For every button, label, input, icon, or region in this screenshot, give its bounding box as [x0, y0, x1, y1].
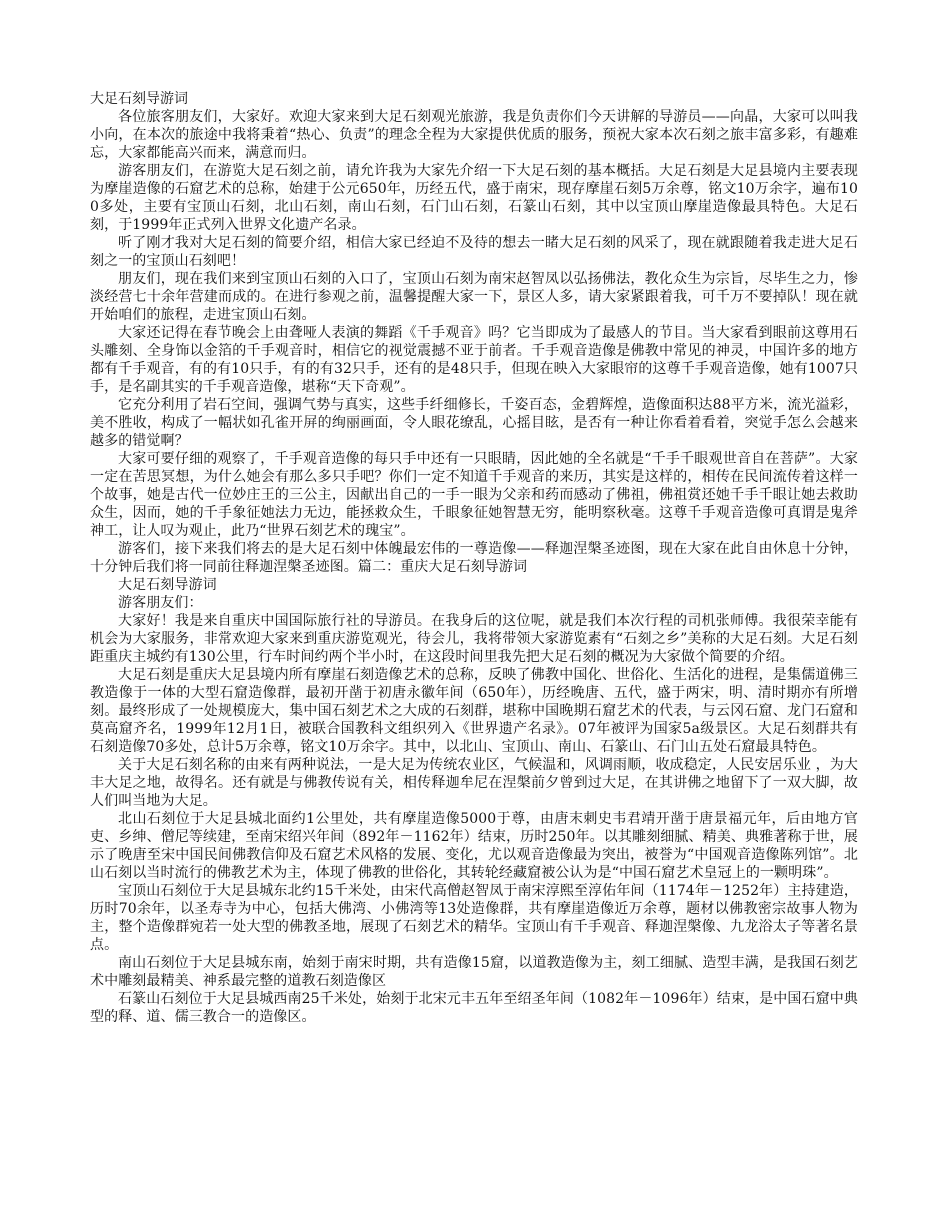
paragraph-beishan: 北山石刻位于大足县城北面约1公里处，共有摩崖造像5000于尊，由唐末刺史韦君靖开凿于唐景福元年，后由地方官吏、乡绅、僧尼等续建，至南宋绍兴年间（892年－1162年）结束，历时250年。以其雕刻细腻、精美、典雅著称于世，展示了晚唐至宋中国民间佛教信仰及石窟艺术风格的发展、变化，尤以观音造像最为突出，被誉为“中国观音造像陈列馆”。北山石刻以当时流行的佛教艺术为主，体现了佛教的世俗化，其转轮经藏窟被公认为是“中国石窟艺术皇冠上的一颗明珠”。 [90, 811, 858, 881]
document-title: 大足石刻导游词 [90, 91, 188, 107]
paragraph-shizhuanshan: 石篆山石刻位于大足县城西南25千米处，始刻于北宋元丰五年至绍圣年间（1082年－1096年）结束，是中国石窟中典型的释、道、儒三教合一的造像区。 [90, 991, 858, 1025]
paragraph-baoding-entrance: 朋友们，现在我们来到宝顶山石刻的入口了，宝顶山石刻为南宋赵智凤以弘扬佛法，教化众生为宗旨，尽毕生之力，惨淡经营七十余年营建而成的。在进行参观之前，温馨提醒大家一下，景区人多，请大家紧跟着我，可千万不要掉队！现在就开始咱们的旅程，走进宝顶山石刻。 [90, 271, 858, 323]
paragraph-qianshou-guanyin: 大家还记得在春节晚会上由聋哑人表演的舞蹈《千手观音》吗？它当即成为了最感人的节目。当大家看到眼前这尊用石头雕刻、全身饰以金箔的千手观音时，相信它的视觉震撼不亚于前者。千手观音造像是佛教中常见的神灵，中国许多的地方都有千手观音，有的有10只手，有的有32只手，还有的是48只手，但现在映入大家眼帘的这尊千手观音造像，她有1007只手，是名副其实的千手观音造像，堪称“天下奇观”。 [90, 325, 858, 395]
paragraph-overview: 游客朋友们，在游览大足石刻之前，请允许我为大家先介绍一下大足石刻的基本概括。大足石刻是大足县境内主要表现为摩崖造像的石窟艺术的总称，始建于公元650年，历经五代，盛于南宋，现存摩崖石刻5万余尊，铭文10万余字，遍布100多处，主要有宝顶山石刻，北山石刻，南山石刻，石门山石刻，石篆山石刻，其中以宝顶山摩崖造像最具特色。大足石刻，于1999年正式列入世界文化遗产名录。 [90, 163, 858, 233]
paragraph-rock-space: 它充分利用了岩石空间，强调气势与真实，这些手纤细修长，千姿百态，金碧辉煌，造像面积达88平方米，流光溢彩，美不胜收，构成了一幅状如孔雀开屏的绚丽画面，令人眼花缭乱，心摇目眩，是否有一种让你看着看着，突觉手怎么会越来越多的错觉啊？ [90, 397, 858, 449]
document-page [90, 90, 858, 1026]
paragraph-nanshan: 南山石刻位于大足县城东南，始刻于南宋时期，共有造像15窟，以道教造像为主，刻工细腻、造型丰满，是我国石刻艺术中雕刻最精美、神系最完整的道教石刻造像区 [90, 955, 858, 989]
section-two-greeting: 游客朋友们： [118, 595, 203, 611]
paragraph-intro-guide: 大家好！我是来自重庆中国国际旅行社的导游员。在我身后的这位呢，就是我们本次行程的司机张师傅。我很荣幸能有机会为大家服务，非常欢迎大家来到重庆游览观光，待会儿，我将带领大家游览素有“石刻之乡”美称的大足石刻。大足石刻距重庆主城约有130公里，行车时间约两个半小时，在这段时间里我先把大足石刻的概况为大家做个简要的介绍。 [90, 613, 858, 665]
paragraph-transition: 听了刚才我对大足石刻的简要介绍，相信大家已经迫不及待的想去一睹大足石刻的风采了，现在就跟随着我走进大足石刻之一的宝顶山石刻吧！ [90, 235, 858, 269]
paragraph-general-summary: 大足石刻是重庆大足县境内所有摩崖石刻造像艺术的总称，反映了佛教中国化、世俗化、生活化的进程，是集儒道佛三教造像于一体的大型石窟造像群，最初开凿于初唐永徽年间（650年），历经晚唐、五代，盛于两宋，明、清时期亦有所增刻。最终形成了一处规模庞大，集中国石刻艺术之大成的石刻群，堪称中国晚期石窟艺术的代表，与云冈石窟、龙门石窟和莫高窟齐名，1999年12月1日，被联合国教科文组织列入《世界遗产名录》。07年被评为国家5a级景区。大足石刻群共有石刻造像70多处，总计5万余尊，铭文10万余字。其中，以北山、宝顶山、南山、石篆山、石门山五处石窟最具特色。 [90, 667, 858, 755]
paragraph-eyes-legend: 大家可要仔细的观察了，千手观音造像的每只手中还有一只眼睛，因此她的全名就是“千手千眼观世音自在菩萨”。大家一定在苦思冥想，为什么她会有那么多只手吧？你们一定不知道千手观音的来历，其实是这样的，相传在民间流传着这样一个故事，她是古代一位妙庄王的三公主，因献出自己的一手一眼为父亲和药而感动了佛祖，佛祖赏还她千手千眼让她去救助众生，因而，她的千手象征她法力无边，能拯救众生，千眼象征她智慧无穷，能明察秋毫。这尊千手观音造像可真谓是鬼斧神工，让人叹为观止，此乃“世界石刻艺术的瑰宝”。 [90, 451, 858, 539]
paragraph-baodingshan: 宝顶山石刻位于大足县城东北约15千米处，由宋代高僧赵智凤于南宋淳熙至淳佑年间（1174年－1252年）主持建造，历时70余年，以圣寿寺为中心，包括大佛湾、小佛湾等13处造像群，共有摩崖造像近万余尊，题材以佛教密宗故事人物为主，整个造像群宛若一处大型的佛教圣地，展现了石刻艺术的精华。宝顶山有千手观音、释迦涅槃像、九龙浴太子等著名景点。 [90, 883, 858, 953]
paragraph-name-origin: 关于大足石刻名称的由来有两种说法，一是大足为传统农业区，气候温和，风调雨顺，收成稳定，人民安居乐业 ，为大丰大足之地，故得名。还有就是与佛教传说有关，相传释迦牟尼在涅槃前夕曾到过大足，在其讲佛之地留下了一双大脚，故人们叫当地为大足。 [90, 757, 858, 809]
paragraph-welcome: 各位旅客朋友们，大家好。欢迎大家来到大足石刻观光旅游，我是负责你们今天讲解的导游员——向晶，大家可以叫我小向，在本次的旅途中我将秉着“热心、负责”的理念全程为大家提供优质的服务，预祝大家本次石刻之旅丰富多彩，有趣难忘，大家都能高兴而来，满意而归。 [90, 109, 858, 161]
paragraph-rest-break: 游客们，接下来我们将去的是大足石刻中体魄最宏伟的一尊造像——释迦涅槃圣迹图，现在大家在此自由休息十分钟，十分钟后我们将一同前往释迦涅槃圣迹图。篇二：重庆大足石刻导游词 [90, 541, 858, 575]
section-two-title: 大足石刻导游词 [118, 577, 217, 593]
